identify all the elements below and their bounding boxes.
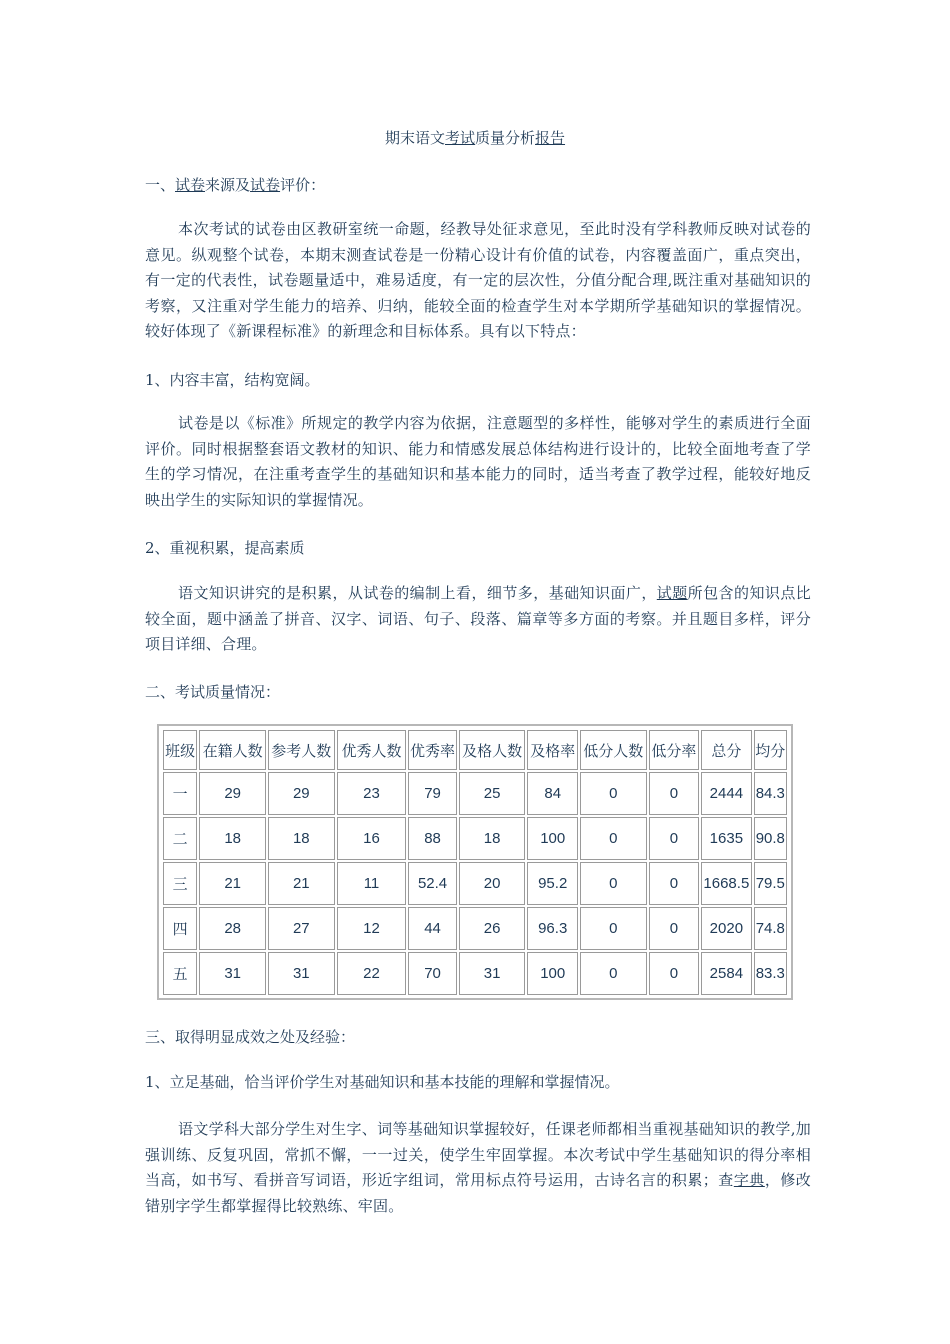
header-enrolled: 在籍人数 <box>199 730 266 770</box>
cell-average: 74.8 <box>754 907 787 950</box>
para3-post: 所包含的知识点比较全面，题中涵盖了拼音、汉字、词语、句子、段落、篇章等多方面的考察。并且题目多样，评分项目详细、合理。 <box>145 584 811 653</box>
link-test-questions[interactable]: 试题 <box>656 584 688 602</box>
paragraph-basics <box>145 1117 811 1219</box>
header-excellent-count: 优秀人数 <box>337 730 407 770</box>
cell-excellent-count: 16 <box>337 817 407 860</box>
cell-excellent-count: 11 <box>337 862 407 905</box>
cell-participants: 29 <box>268 772 335 815</box>
section-heading-3: 三、取得明显成效之处及经验： <box>145 1028 356 1046</box>
table-row <box>163 862 787 905</box>
cell-pass-count: 20 <box>459 862 526 905</box>
header-class: 班级 <box>163 730 197 770</box>
title-link-exam[interactable]: 考试 <box>444 129 475 147</box>
cell-excellent-count: 12 <box>337 907 407 950</box>
para4-post: ，修改错别字学生都掌握得比较熟练、牢固。 <box>145 1171 812 1215</box>
cell-participants: 21 <box>268 862 335 905</box>
cell-total: 1635 <box>701 817 752 860</box>
cell-low-rate: 0 <box>649 952 700 995</box>
para3-pre: 语文知识讲究的是积累，从试卷的编制上看，细节多，基础知识面广， <box>178 584 657 602</box>
cell-class: 三 <box>163 862 197 905</box>
point-heading-1: 1、内容丰富，结构宽阔。 <box>145 371 320 389</box>
point-heading-3: 1、立足基础，恰当评价学生对基础知识和基本技能的理解和掌握情况。 <box>145 1073 620 1091</box>
cell-average: 83.3 <box>754 952 787 995</box>
table-row <box>163 952 787 995</box>
cell-pass-count: 26 <box>459 907 526 950</box>
cell-low-count: 0 <box>580 907 647 950</box>
cell-low-rate: 0 <box>649 907 700 950</box>
header-pass-rate: 及格率 <box>527 730 578 770</box>
cell-enrolled: 28 <box>199 907 266 950</box>
table-row <box>163 907 787 950</box>
cell-low-count: 0 <box>580 862 647 905</box>
cell-excellent-rate: 79 <box>408 772 456 815</box>
cell-pass-rate: 84 <box>527 772 578 815</box>
cell-excellent-rate: 88 <box>408 817 456 860</box>
cell-average: 84.3 <box>754 772 787 815</box>
cell-enrolled: 18 <box>199 817 266 860</box>
title-link-report[interactable]: 报告 <box>535 129 566 147</box>
point-heading-2: 2、重视积累，提高素质 <box>145 539 305 557</box>
section1-suffix: 评价： <box>280 176 326 194</box>
para4-pre: 语文学科大部分学生对生字、词等基础知识掌握较好，任课老师都相当重视基础知识的教学,加强训练、反复巩固，常抓不懈，一一过关，使学生牢固掌握。本次考试中学生基础知识的得分率相当高，如书写、看拼音写词语，形近字组词，常用标点符号运用，古诗名言的积累；查 <box>145 1120 811 1189</box>
cell-pass-rate: 96.3 <box>527 907 578 950</box>
cell-pass-rate: 100 <box>527 952 578 995</box>
cell-low-count: 0 <box>580 952 647 995</box>
section1-prefix: 一、 <box>145 176 176 194</box>
paragraph-intro: 本次考试的试卷由区教研室统一命题，经教导处征求意见，至此时没有学科教师反映对试卷的意见。纵观整个试卷，本期末测查试卷是一份精心设计有价值的试卷，内容覆盖面广，重点突出，有一定的代表性，试卷题量适中，难易适度，有一定的层次性，分值分配合理,既注重对基础知识的考察，又注重对学生能力的培养、归纳，能较全面的检查学生对本学期所学基础知识的掌握情况。较好体现了《新课程标准》的新理念和目标体系。具有以下特点： <box>145 220 811 340</box>
cell-participants: 18 <box>268 817 335 860</box>
section1-link-paper-1[interactable]: 试卷 <box>175 176 206 194</box>
cell-enrolled: 31 <box>199 952 266 995</box>
document-title <box>0 127 950 148</box>
cell-excellent-rate: 52.4 <box>408 862 456 905</box>
header-pass-count: 及格人数 <box>459 730 526 770</box>
table-row <box>163 772 787 815</box>
cell-total: 1668.5 <box>701 862 752 905</box>
title-mid: 质量分析 <box>475 129 536 147</box>
table-header-row <box>163 730 787 770</box>
title-prefix: 期末语文 <box>384 129 445 147</box>
header-participants: 参考人数 <box>268 730 335 770</box>
cell-pass-rate: 100 <box>527 817 578 860</box>
paragraph-content: 试卷是以《标准》所规定的教学内容为依据，注意题型的多样性，能够对学生的素质进行全面评价。同时根据整套语文教材的知识、能力和情感发展总体结构进行设计的，比较全面地考查了学生的学习情况，在注重考查学生的基础知识和基本能力的同时，适当考查了教学过程，能较好地反映出学生的实际知识的掌握情况。 <box>145 414 811 509</box>
cell-pass-count: 31 <box>459 952 526 995</box>
cell-low-rate: 0 <box>649 862 700 905</box>
table-row <box>163 817 787 860</box>
cell-excellent-rate: 44 <box>408 907 456 950</box>
cell-total: 2584 <box>701 952 752 995</box>
cell-total: 2444 <box>701 772 752 815</box>
header-low-rate: 低分率 <box>649 730 700 770</box>
score-table-frame <box>157 724 793 1000</box>
cell-class: 四 <box>163 907 197 950</box>
header-low-count: 低分人数 <box>580 730 647 770</box>
cell-low-count: 0 <box>580 817 647 860</box>
section-heading-1 <box>145 174 325 195</box>
cell-excellent-count: 22 <box>337 952 407 995</box>
cell-average: 90.8 <box>754 817 787 860</box>
cell-pass-rate: 95.2 <box>527 862 578 905</box>
cell-participants: 31 <box>268 952 335 995</box>
score-table <box>161 728 789 997</box>
cell-excellent-count: 23 <box>337 772 407 815</box>
header-total: 总分 <box>701 730 752 770</box>
paragraph-accumulation <box>145 581 811 658</box>
cell-class: 一 <box>163 772 197 815</box>
section1-mid: 来源及 <box>205 176 251 194</box>
cell-enrolled: 29 <box>199 772 266 815</box>
cell-excellent-rate: 70 <box>408 952 456 995</box>
cell-enrolled: 21 <box>199 862 266 905</box>
cell-low-count: 0 <box>580 772 647 815</box>
header-average: 均分 <box>754 730 787 770</box>
cell-average: 79.5 <box>754 862 787 905</box>
section1-link-paper-2[interactable]: 试卷 <box>250 176 281 194</box>
cell-participants: 27 <box>268 907 335 950</box>
cell-low-rate: 0 <box>649 817 700 860</box>
link-dictionary[interactable]: 字典 <box>733 1171 765 1189</box>
section-heading-2: 二、考试质量情况： <box>145 683 281 701</box>
cell-pass-count: 25 <box>459 772 526 815</box>
cell-total: 2020 <box>701 907 752 950</box>
cell-low-rate: 0 <box>649 772 700 815</box>
cell-class: 五 <box>163 952 197 995</box>
cell-pass-count: 18 <box>459 817 526 860</box>
header-excellent-rate: 优秀率 <box>408 730 456 770</box>
cell-class: 二 <box>163 817 197 860</box>
